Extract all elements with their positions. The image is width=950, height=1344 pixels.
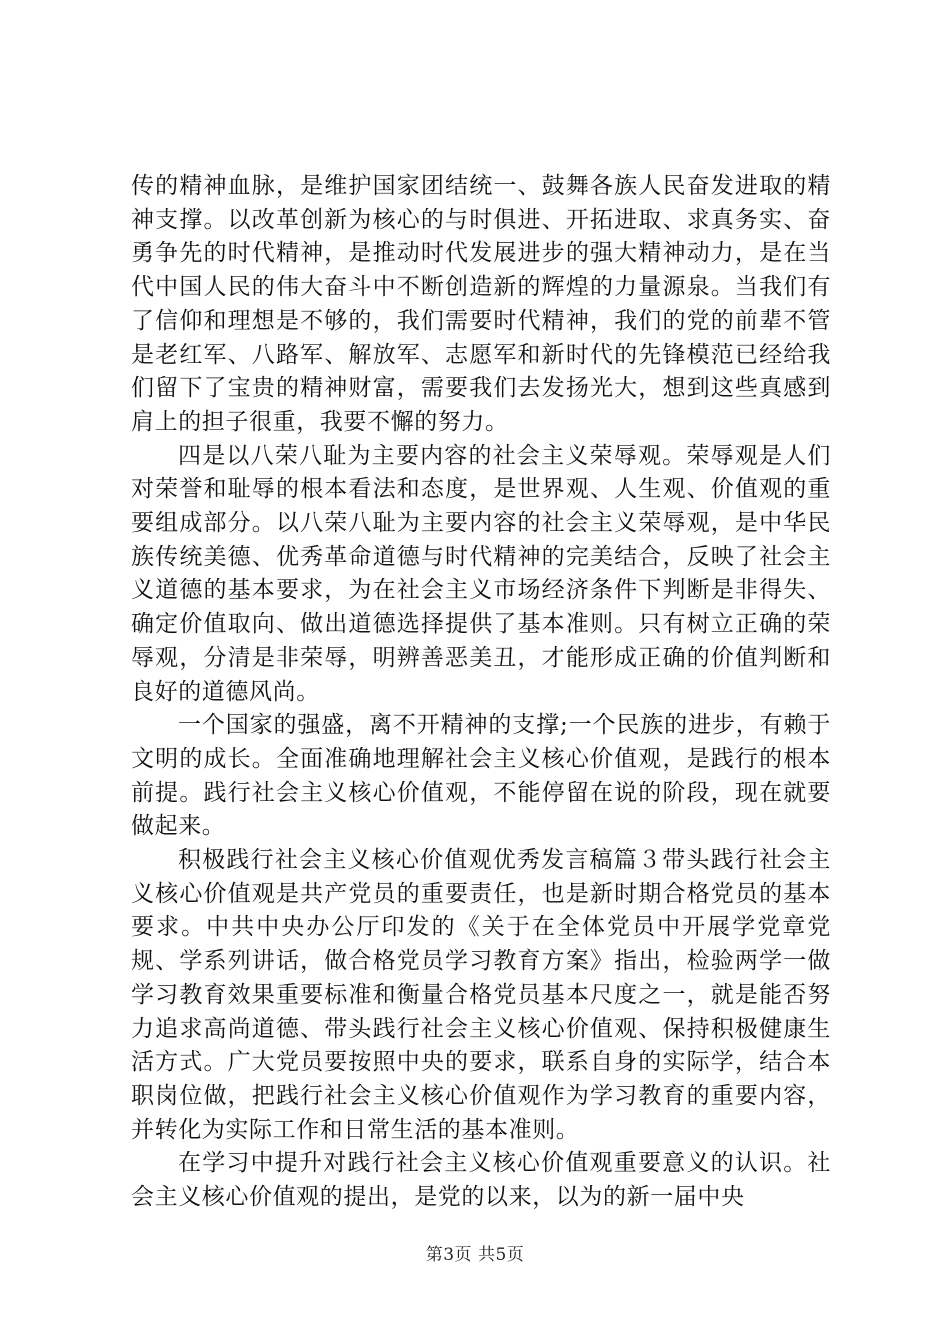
paragraph-4: 积极践行社会主义核心价值观优秀发言稿篇３带头践行社会主义核心价值观是共产党员的重要责任，也是新时期合格党员的基本要求。中共中央办公厅印发的《关于在全体党员中开展学党章党规、学系列讲话，做合格党员学习教育方案》指出，检验两学一做学习教育效果重要标准和衡量合格党员基本尺度之一，就是能否努力追求高尚道德、带头践行社会主义核心价值观、保持积极健康生活方式。广大党员要按照中央的要求，联系自身的实际学，结合本职岗位做，把践行社会主义核心价值观作为学习教育的重要内容，并转化为实际工作和日常生活的基本准则。 — [131, 847, 831, 1143]
page-footer: 第3页 共5页 — [425, 1245, 525, 1265]
paragraph-2: 四是以八荣八耻为主要内容的社会主义荣辱观。荣辱观是人们对荣誉和耻辱的根本看法和态度，是世界观、人生观、价值观的重要组成部分。以八荣八耻为主要内容的社会主义荣辱观，是中华民族传统美德、优秀革命道德与时代精神的完美结合，反映了社会主义道德的基本要求，为在社会主义市场经济条件下判断是非得失、确定价值取向、做出道德选择提供了基本准则。只有树立正确的荣辱观，分清是非荣辱，明辨善恶美丑，才能形成正确的价值判断和良好的道德风尚。 — [131, 442, 831, 705]
paragraph-5: 在学习中提升对践行社会主义核心价值观重要意义的认识。社会主义核心价值观的提出，是党的以来，以为的新一届中央 — [131, 1150, 831, 1211]
paragraph-1: 传的精神血脉，是维护国家团结统一、鼓舞各族人民奋发进取的精神支撑。以改革创新为核心的与时俱进、开拓进取、求真务实、奋勇争先的时代精神，是推动时代发展进步的强大精神动力，是在当代中国人民的伟大奋斗中不断创造新的辉煌的力量源泉。当我们有了信仰和理想是不够的，我们需要时代精神，我们的党的前辈不管是老红军、八路军、解放军、志愿军和新时代的先锋模范已经给我们留下了宝贵的精神财富，需要我们去发扬光大，想到这些真感到肩上的担子很重，我要不懈的努力。 — [131, 173, 831, 435]
document-body — [131, 170, 831, 1215]
paragraph-3: 一个国家的强盛，离不开精神的支撑;一个民族的进步，有赖于文明的成长。全面准确地理解社会主义核心价值观，是践行的根本前提。践行社会主义核心价值观，不能停留在说的阶段，现在就要做起来。 — [131, 712, 831, 840]
